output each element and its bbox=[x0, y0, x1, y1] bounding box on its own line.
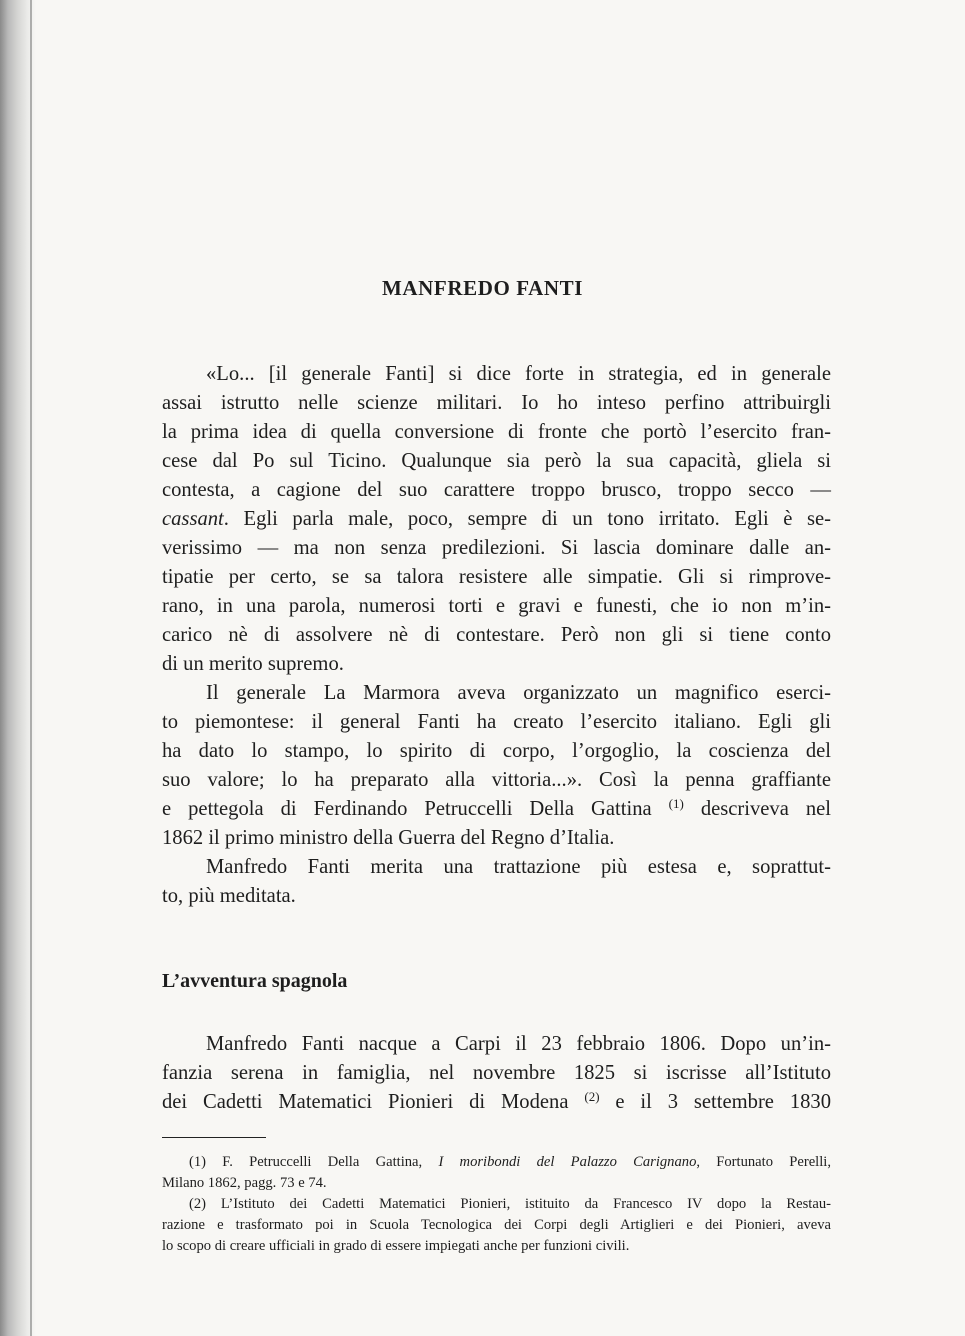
text-segment: (1) F. Petruccelli Della Gattina, bbox=[189, 1154, 423, 1170]
page-title: MANFREDO FANTI bbox=[381, 276, 584, 300]
text-segment: dei Cadetti Matematici Pionieri di Modena bbox=[162, 1091, 569, 1113]
footnote-separator bbox=[162, 1137, 266, 1138]
text-line: ha dato lo stampo, lo spirito di corpo, l’orgoglio, la coscienza del bbox=[162, 740, 831, 762]
text-line: to, più meditata. bbox=[162, 885, 296, 907]
footnote-2-line: lo scopo di creare ufficiali in grado di essere impiegati anche per funzioni civili. bbox=[162, 1238, 630, 1254]
text-segment: e pettegola di Ferdinando Petruccelli Della Gattina bbox=[162, 798, 652, 820]
text-line bbox=[162, 1088, 831, 1117]
text-line: la prima idea di quella conversione di fronte che portò l’esercito fran- bbox=[162, 421, 831, 443]
text-line: to piemontese: il general Fanti ha creato l’esercito italiano. Egli gli bbox=[162, 711, 831, 733]
main-text bbox=[162, 360, 831, 911]
italic-term: cassant bbox=[162, 508, 224, 530]
text-line: suo valore; lo ha preparato alla vittoria...». Così la penna graffiante bbox=[162, 769, 831, 791]
text-line bbox=[162, 505, 831, 534]
footnote-2-line: razione e trasformato poi in Scuola Tecnologica dei Corpi degli Artiglieri e dei Pionieri, aveva bbox=[162, 1217, 831, 1233]
section-text bbox=[162, 1030, 831, 1117]
text-segment: e il 3 settembre 1830 bbox=[615, 1091, 832, 1113]
text-line: tipatie per certo, se sa talora resistere alle simpatie. Gli si rimprove- bbox=[162, 566, 831, 588]
text-line: 1862 il primo ministro della Guerra del Regno d’Italia. bbox=[162, 827, 615, 849]
text-line: contesta, a cagione del suo carattere troppo brusco, troppo secco — bbox=[162, 479, 831, 501]
page-binding-line bbox=[30, 0, 32, 1336]
text-line: verissimo — ma non senza predilezioni. Si lascia dominare dalle an- bbox=[162, 537, 831, 559]
book-title: I moribondi del Palazzo Carignano bbox=[438, 1154, 697, 1170]
text-segment: . Egli parla male, poco, sempre di un tono irritato. Egli è se- bbox=[223, 508, 831, 530]
text-line bbox=[162, 795, 831, 824]
footnote-1-line bbox=[162, 1152, 831, 1173]
footnote-ref-2[interactable]: (2) bbox=[584, 1089, 600, 1104]
text-line: fanzia serena in famiglia, nel novembre 1825 si iscrisse all’Istituto bbox=[162, 1062, 831, 1084]
text-line: Manfredo Fanti merita una trattazione più estesa e, soprattut- bbox=[206, 856, 831, 878]
text-segment: , Fortunato Perelli, bbox=[696, 1154, 831, 1170]
footnotes bbox=[162, 1152, 831, 1257]
text-line: rano, in una parola, numerosi torti e gravi e funesti, che io non m’in- bbox=[162, 595, 831, 617]
text-segment: descriveva nel bbox=[700, 798, 832, 820]
text-line: assai istrutto nelle scienze militari. Io ho inteso perfino attribuirgli bbox=[162, 392, 831, 414]
section-heading: L’avventura spagnola bbox=[162, 970, 348, 992]
text-line: Il generale La Marmora aveva organizzato un magnifico eserci- bbox=[206, 682, 831, 704]
text-line: di un merito supremo. bbox=[162, 653, 344, 675]
text-line: «Lo... [il generale Fanti] si dice forte in strategia, ed in generale bbox=[206, 363, 831, 385]
text-line: carico nè di assolvere nè di contestare. Però non gli si tiene conto bbox=[162, 624, 831, 646]
footnote-ref-1[interactable]: (1) bbox=[668, 796, 684, 811]
text-line: Manfredo Fanti nacque a Carpi il 23 febbraio 1806. Dopo un’in- bbox=[206, 1033, 831, 1055]
footnote-2-line: (2) L’Istituto dei Cadetti Matematici Pionieri, istituito da Francesco IV dopo la Restau- bbox=[189, 1196, 831, 1212]
text-line: cese dal Po sul Ticino. Qualunque sia però la sua capacità, gliela si bbox=[162, 450, 831, 472]
footnote-1-line: Milano 1862, pagg. 73 e 74. bbox=[162, 1175, 327, 1191]
